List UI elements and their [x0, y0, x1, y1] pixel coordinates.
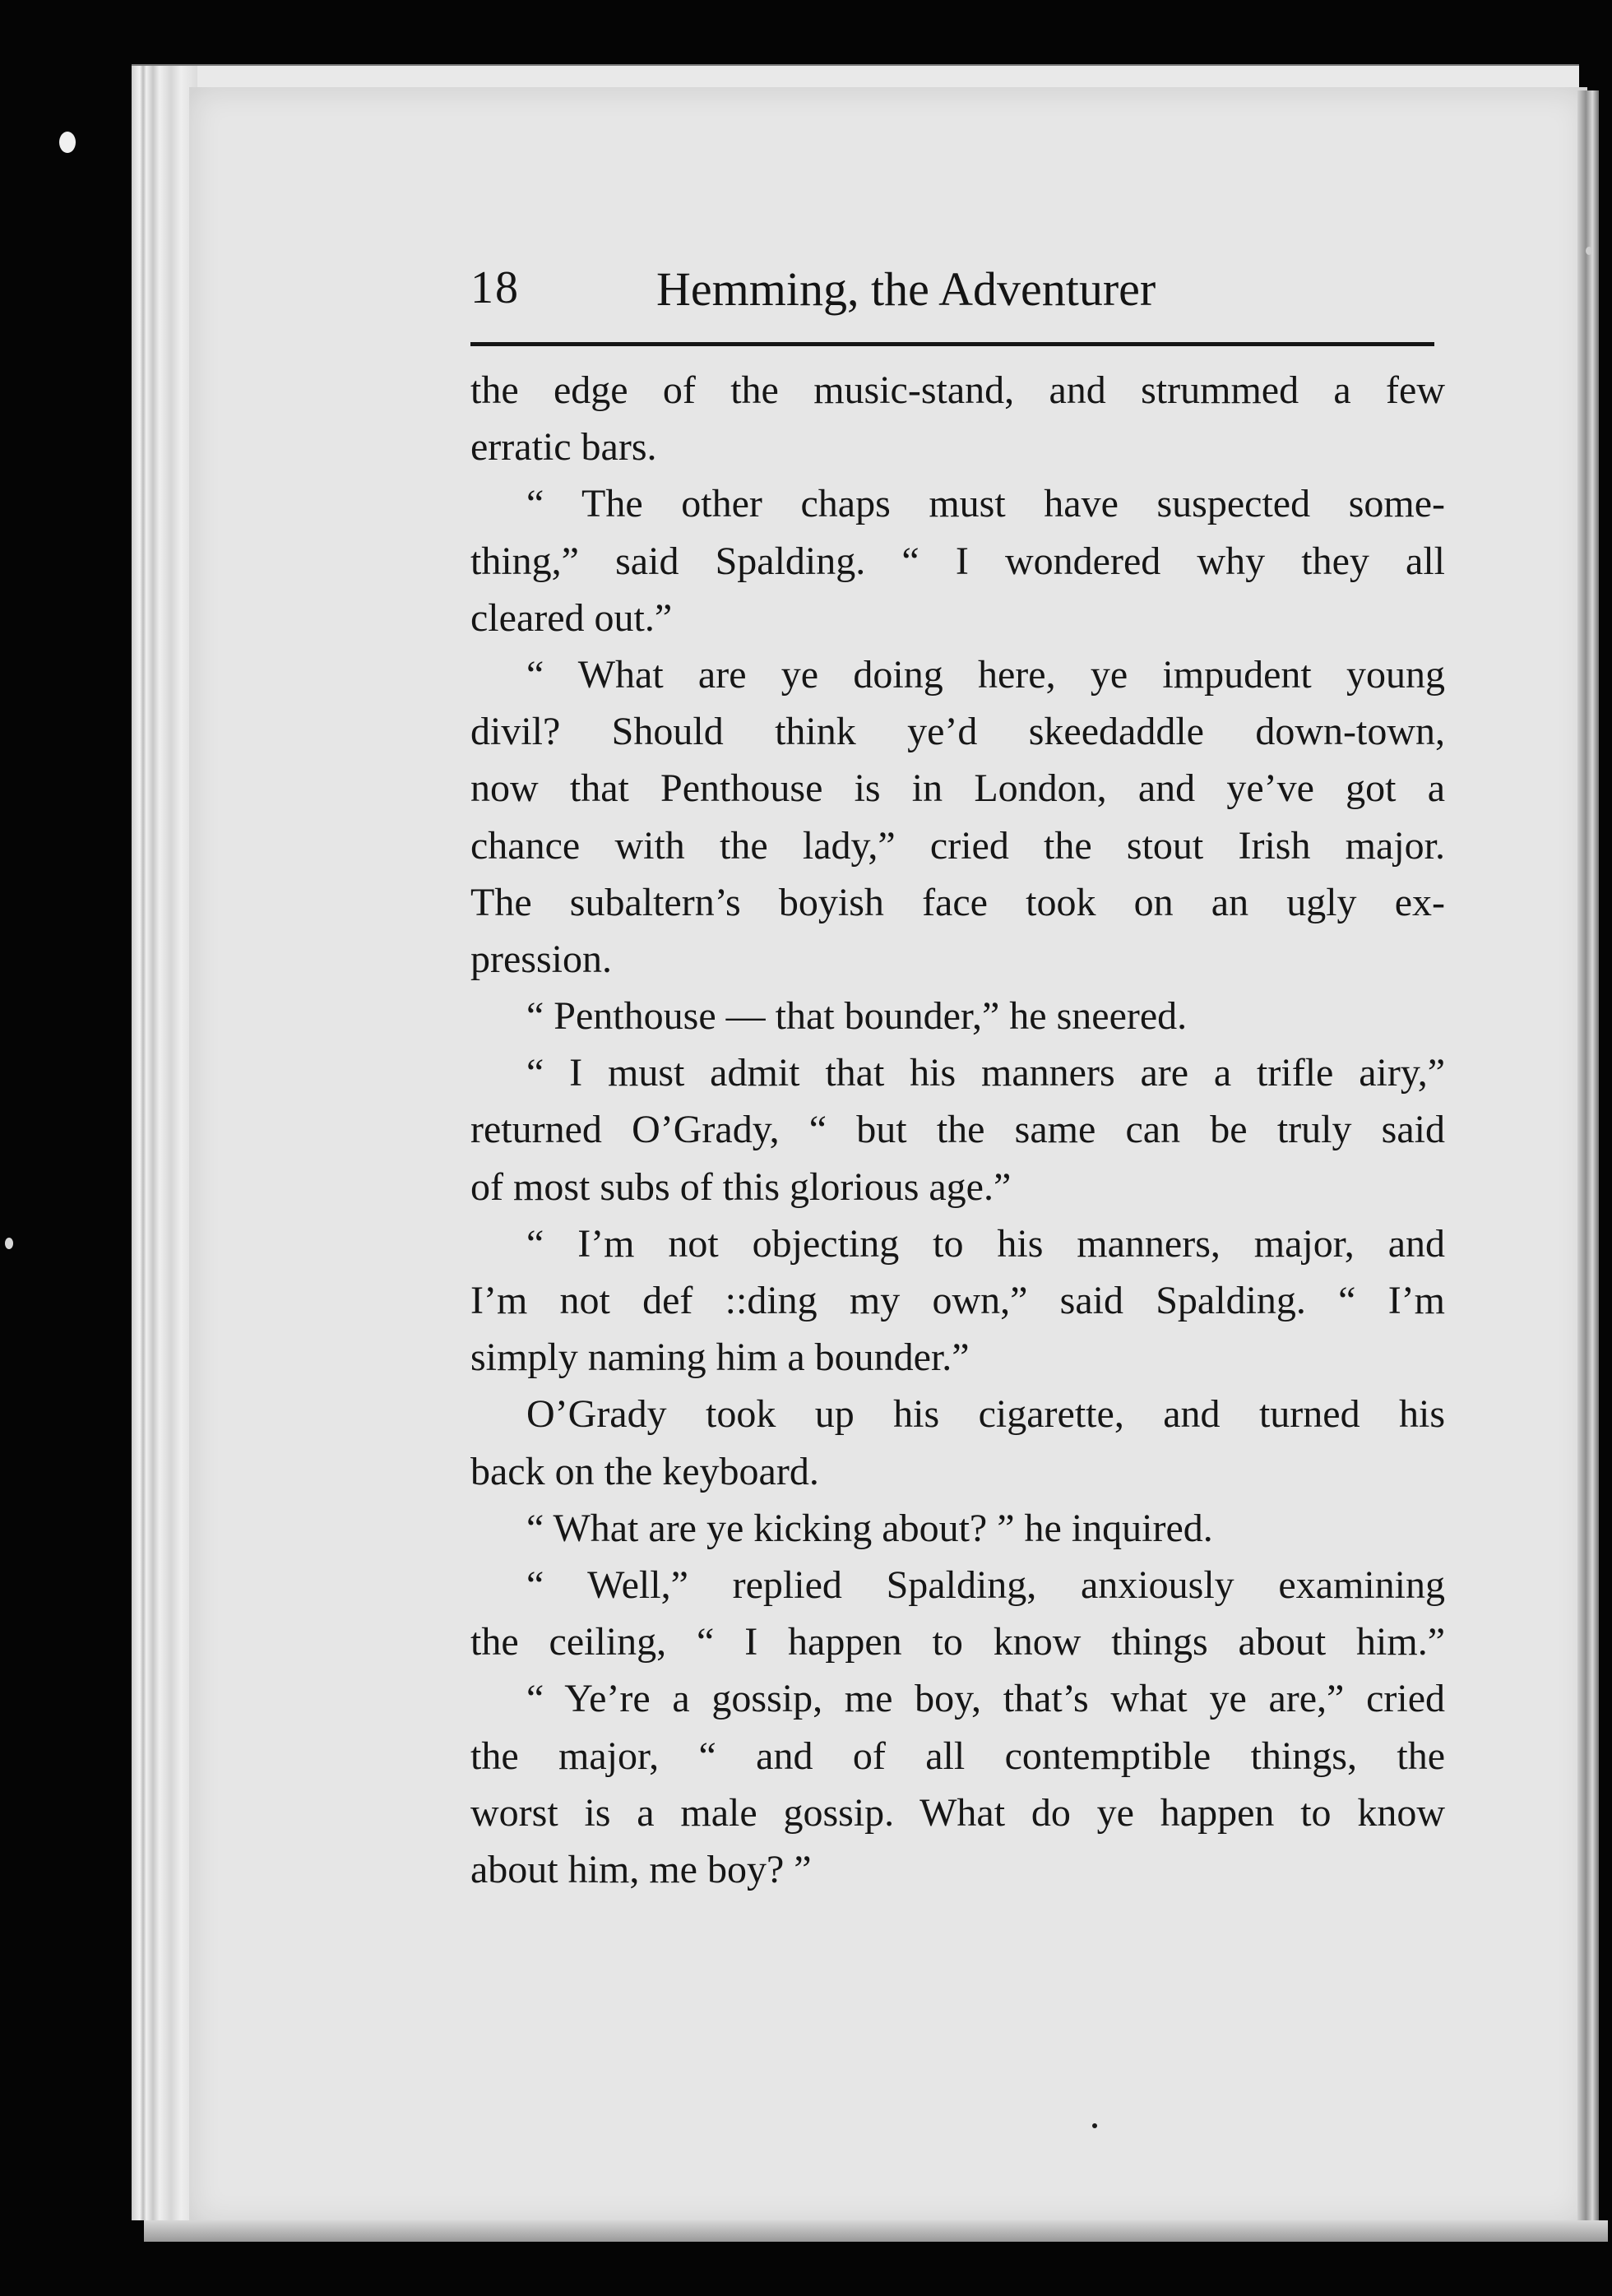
- text-line: about him, me boy? ”: [470, 1847, 812, 1891]
- text-line: thing,” said Spalding. “ I wondered why they all: [470, 539, 1445, 583]
- text-line: “ What are ye kicking about? ” he inquired.: [526, 1506, 1213, 1550]
- running-header: [470, 262, 1433, 324]
- text-line: the major, “ and of all contemptible things, the: [470, 1734, 1445, 1778]
- page-right-edge: [1577, 90, 1599, 2237]
- text-line: “ I must admit that his manners are a trifle airy,”: [526, 1051, 1445, 1095]
- scan-speck: [59, 132, 76, 153]
- text-line: O’Grady took up his cigarette, and turned his: [526, 1392, 1445, 1437]
- text-line: “ I’m not objecting to his manners, major, and: [526, 1221, 1445, 1266]
- page-number: 18: [470, 262, 520, 313]
- text-line: divil? Should think ye’d skeedaddle down-town,: [470, 710, 1445, 754]
- page-bottom-edge: [144, 2220, 1608, 2242]
- text-line: the ceiling, “ I happen to know things about him.”: [470, 1620, 1445, 1664]
- text-line: “ Penthouse — that bounder,” he sneered.: [526, 994, 1188, 1039]
- text-line: The subaltern’s boyish face took on an ugly ex-: [470, 880, 1445, 924]
- text-line: “ Well,” replied Spalding, anxiously examining: [526, 1562, 1445, 1607]
- text-line: simply naming him a bounder.”: [470, 1335, 970, 1380]
- text-line: worst is a male gossip. What do ye happen to know: [470, 1790, 1445, 1835]
- text-line: pression.: [470, 937, 612, 981]
- scan-speck: [5, 1238, 13, 1249]
- text-line: erratic bars.: [470, 425, 657, 470]
- scan-speck: [1092, 2123, 1097, 2128]
- text-line: now that Penthouse is in London, and ye’ve got a: [470, 766, 1445, 811]
- scan-speck: [1586, 247, 1592, 255]
- running-title: Hemming, the Adventurer: [656, 262, 1156, 316]
- text-line: the edge of the music-stand, and strummed a few: [470, 368, 1445, 412]
- text-line: “ What are ye doing here, ye impudent young: [526, 652, 1445, 697]
- text-line: returned O’Grady, “ but the same can be truly said: [470, 1108, 1445, 1152]
- text-line: back on the keyboard.: [470, 1449, 819, 1493]
- text-line: cleared out.”: [470, 595, 673, 640]
- body-text: [470, 362, 1445, 1898]
- text-line: “ The other chaps must have suspected some-: [526, 482, 1445, 526]
- page-stack-edges: [132, 66, 197, 2220]
- text-line: I’m not def ::ding my own,” said Spalding. “ I’m: [470, 1279, 1445, 1322]
- text-line: “ Ye’re a gossip, me boy, that’s what ye are,” cried: [526, 1677, 1445, 1721]
- text-line: chance with the lady,” cried the stout Irish major.: [470, 823, 1445, 868]
- text-line: of most subs of this glorious age.”: [470, 1164, 1012, 1209]
- header-rule: [470, 342, 1434, 346]
